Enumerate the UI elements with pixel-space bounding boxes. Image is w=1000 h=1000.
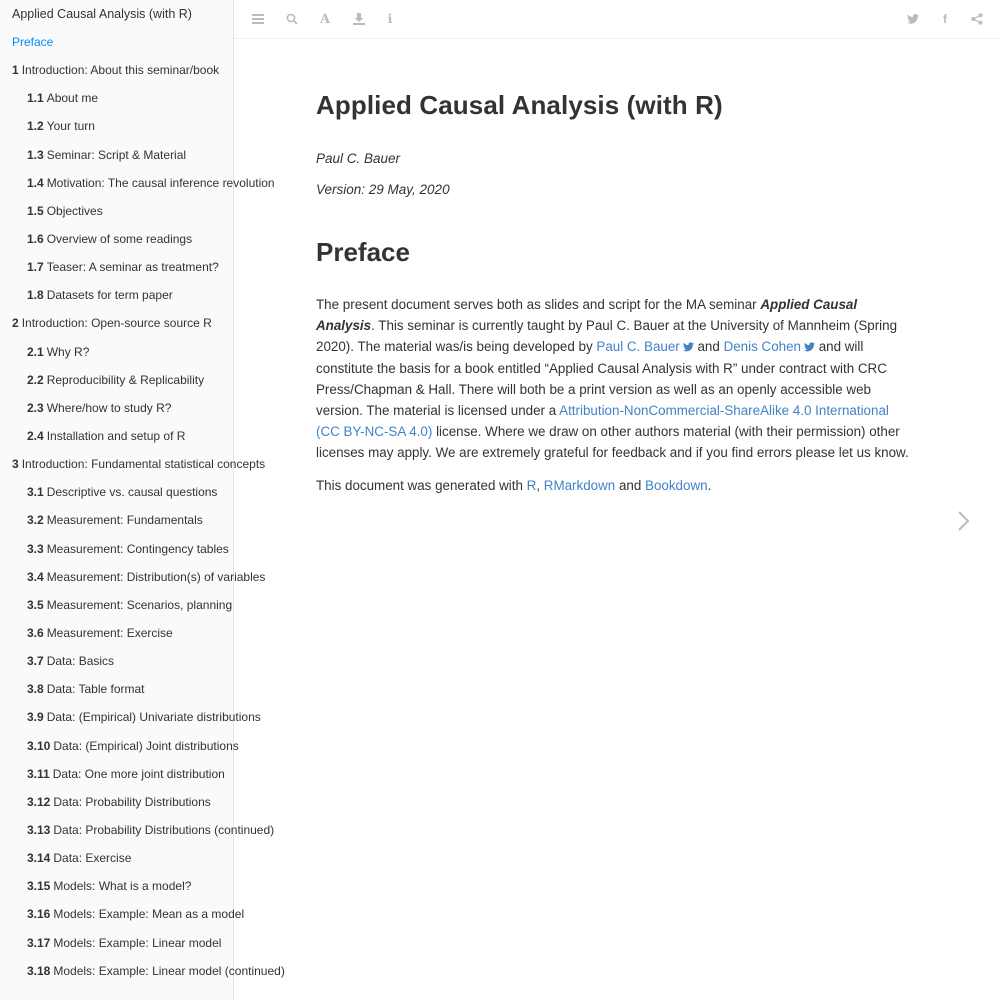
text: , <box>536 477 544 493</box>
sidebar-item-label: Introduction: Open-source source R <box>21 316 212 331</box>
sidebar-item-label: Data: One more joint distribution <box>52 766 225 781</box>
version-date: Version: 29 May, 2020 <box>316 182 450 197</box>
sidebar-item-label: Measurement: Exercise <box>46 625 173 640</box>
sidebar-item-number: 1.1 <box>27 91 44 106</box>
text: and will constitute the basis for a book entitled “Applied Causal Analysis with R” under contract with CRC Press/Chapman & Hall. There will both be a print version as well as an openly accessible web version. The material is licensed under a <box>316 339 887 419</box>
sidebar-item-label: Datasets for term paper <box>46 288 173 303</box>
sidebar-item-label: Descriptive vs. causal questions <box>46 485 218 500</box>
sidebar-item-number: 3.17 <box>27 935 51 950</box>
sidebar-item-number: 3.1 <box>27 485 44 500</box>
sidebar-item-label: Data: Table format <box>46 682 145 697</box>
sidebar-item[interactable] <box>0 535 233 563</box>
sidebar-item[interactable] <box>0 394 233 422</box>
sidebar-item[interactable] <box>0 844 233 872</box>
sidebar-item-label: Introduction: About this seminar/book <box>21 63 220 78</box>
sidebar-item[interactable] <box>0 28 233 56</box>
toolbar <box>234 0 1000 39</box>
next-page-arrow-icon[interactable] <box>956 510 972 532</box>
sidebar-item-label: Measurement: Fundamentals <box>46 513 203 528</box>
sidebar-item[interactable] <box>0 281 233 309</box>
sidebar-item-number: 3.6 <box>27 625 44 640</box>
sidebar-item-label: Overview of some readings <box>46 231 193 246</box>
sidebar-item[interactable] <box>0 788 233 816</box>
sidebar-item-number: 3.12 <box>27 794 51 809</box>
sidebar-item-label: Models: Example: Mean as a model <box>53 907 245 922</box>
sidebar-item-number: 2.2 <box>27 372 44 387</box>
sidebar-item[interactable] <box>0 929 233 957</box>
sidebar-item-label: Reproducibility & Replicability <box>46 372 205 387</box>
sidebar-item-label: Objectives <box>46 203 103 218</box>
download-icon[interactable] <box>351 11 367 27</box>
page-title: Applied Causal Analysis (with R) <box>316 90 723 120</box>
sidebar-item[interactable] <box>0 112 233 140</box>
sidebar-item[interactable] <box>0 900 245 928</box>
sidebar-item[interactable] <box>0 169 275 197</box>
sidebar-item-label: Installation and setup of R <box>46 428 186 443</box>
sidebar-item-number: 2.1 <box>27 344 44 359</box>
book-title[interactable]: Applied Causal Analysis (with R) <box>12 7 192 21</box>
sidebar-item-number: 2.3 <box>27 400 44 415</box>
sidebar-item-label: About me <box>46 91 99 106</box>
sidebar-item-label: Data: Probability Distributions (continued) <box>53 822 275 837</box>
font-settings-icon[interactable]: A <box>319 11 331 27</box>
sidebar-item[interactable] <box>0 84 233 112</box>
sidebar-item[interactable] <box>0 422 233 450</box>
sidebar-item-label: Introduction: Fundamental statistical concepts <box>21 457 266 472</box>
sidebar-item-number: 3.4 <box>27 569 44 584</box>
link-bookdown[interactable]: Bookdown <box>645 477 708 493</box>
sidebar-item[interactable] <box>0 450 266 478</box>
sidebar-item-number: 1.6 <box>27 231 44 246</box>
sidebar-item-number: 1.7 <box>27 260 44 275</box>
sidebar-item-label: Measurement: Scenarios, planning <box>46 597 233 612</box>
section-title: Preface <box>316 237 410 267</box>
sidebar-item-number: 3.5 <box>27 597 44 612</box>
sidebar-item[interactable] <box>0 647 233 675</box>
sidebar-item-label: Teaser: A seminar as treatment? <box>46 260 219 275</box>
sidebar-item-label: Why R? <box>46 344 90 359</box>
text: This document was generated with <box>316 477 527 493</box>
sidebar-item-number: 3.13 <box>27 822 51 837</box>
sidebar-item-number: 3 <box>12 457 19 472</box>
sidebar-item-number: 3.3 <box>27 541 44 556</box>
generated-with-paragraph <box>316 475 916 496</box>
main-content <box>316 90 916 507</box>
sidebar-item[interactable] <box>0 760 233 788</box>
sidebar-item-label: Data: Probability Distributions <box>53 794 211 809</box>
link-rmarkdown[interactable]: RMarkdown <box>543 477 616 493</box>
sidebar-item[interactable] <box>0 872 233 900</box>
link-denis-cohen[interactable]: Denis Cohen <box>723 339 801 355</box>
sidebar-item-label: Data: (Empirical) Joint distributions <box>53 738 239 753</box>
sidebar-item[interactable] <box>0 338 233 366</box>
sidebar-item-label: Motivation: The causal inference revolution <box>46 175 275 190</box>
sidebar-item-label: Your turn <box>46 119 95 134</box>
sidebar-item-number: 3.18 <box>27 963 51 978</box>
sidebar-item-label: Where/how to study R? <box>46 400 172 415</box>
info-icon[interactable]: i <box>387 12 393 26</box>
sidebar-item-number: 3.9 <box>27 710 44 725</box>
sidebar-item-label: Preface <box>12 35 54 49</box>
twitter-icon[interactable] <box>804 342 815 352</box>
sidebar-item[interactable] <box>0 56 233 84</box>
sidebar-item[interactable] <box>0 366 233 394</box>
sidebar-item[interactable] <box>0 478 233 506</box>
link-license[interactable]: Attribution-NonCommercial-ShareAlike 4.0 International (CC BY-NC-SA 4.0) <box>316 403 889 440</box>
sidebar-item-number: 1.2 <box>27 119 44 134</box>
sidebar-item[interactable] <box>0 253 233 281</box>
sidebar-item-number: 2 <box>12 316 19 331</box>
link-r[interactable]: R <box>526 477 537 493</box>
share-icon[interactable] <box>969 11 985 27</box>
sidebar-item[interactable] <box>0 957 285 985</box>
seminar-name: Applied Causal Analysis <box>316 297 858 334</box>
preface-paragraph <box>316 294 916 464</box>
sidebar-item-number: 3.11 <box>27 766 50 781</box>
sidebar-item[interactable] <box>0 309 233 337</box>
text: The present document serves both as slides and script for the MA seminar <box>316 297 761 312</box>
sidebar-item-label: Data: (Empirical) Univariate distributions <box>46 710 261 725</box>
text: and <box>615 477 646 493</box>
sidebar-item-label: Seminar: Script & Material <box>46 147 187 162</box>
text: license. Where we draw on other authors material (with their permission) other licenses may apply. We are extremely grateful for feedback and if you find errors please let us know. <box>316 424 909 461</box>
sidebar-item[interactable] <box>0 225 233 253</box>
sidebar-item[interactable] <box>0 591 233 619</box>
sidebar-item[interactable] <box>0 675 233 703</box>
sidebar-item[interactable] <box>0 563 266 591</box>
twitter-icon[interactable] <box>905 11 921 27</box>
search-icon[interactable] <box>284 11 300 27</box>
sidebar-item-number: 3.14 <box>27 851 51 866</box>
sidebar-item-number: 3.8 <box>27 682 44 697</box>
sidebar-item-number: 3.15 <box>27 879 51 894</box>
sidebar-item[interactable] <box>0 619 233 647</box>
sidebar-item-number: 1 <box>12 63 19 78</box>
text: and <box>693 339 724 355</box>
sidebar-item-number: 1.8 <box>27 288 44 303</box>
link-paul-bauer[interactable]: Paul C. Bauer <box>596 339 680 355</box>
sidebar-item-number: 1.5 <box>27 203 44 218</box>
sidebar-item-number: 3.2 <box>27 513 44 528</box>
sidebar-item-label: Data: Basics <box>46 654 115 669</box>
sidebar-item-number: 1.3 <box>27 147 44 162</box>
sidebar-item-number: 3.10 <box>27 738 51 753</box>
sidebar-item[interactable] <box>0 506 233 534</box>
sidebar-item-label: Models: Example: Linear model <box>53 935 222 950</box>
sidebar-item-number: 3.7 <box>27 654 44 669</box>
sidebar-item-label: Measurement: Distribution(s) of variables <box>46 569 266 584</box>
sidebar-item-label: Models: What is a model? <box>53 879 192 894</box>
sidebar-item[interactable] <box>0 703 261 731</box>
author: Paul C. Bauer <box>316 151 401 166</box>
text: . This seminar is currently taught by Paul C. Bauer at the University of Mannheim (Spring 2020). The material was/is being developed by <box>316 318 898 355</box>
sidebar-item-label: Data: Exercise <box>53 851 132 866</box>
sidebar-item[interactable] <box>0 197 233 225</box>
sidebar-item[interactable] <box>0 732 239 760</box>
sidebar <box>0 0 285 1000</box>
table-of-contents <box>0 28 285 985</box>
menu-icon[interactable] <box>250 11 266 27</box>
sidebar-item-number: 2.4 <box>27 428 44 443</box>
sidebar-item[interactable] <box>0 816 275 844</box>
text: . <box>707 477 712 493</box>
sidebar-item-label: Measurement: Contingency tables <box>46 541 229 556</box>
twitter-icon[interactable] <box>683 342 694 352</box>
sidebar-item-number: 3.16 <box>27 907 51 922</box>
facebook-icon[interactable]: f <box>943 12 947 26</box>
sidebar-item[interactable] <box>0 141 233 169</box>
sidebar-item-number: 1.4 <box>27 175 44 190</box>
sidebar-item-label: Models: Example: Linear model (continued) <box>53 963 285 978</box>
